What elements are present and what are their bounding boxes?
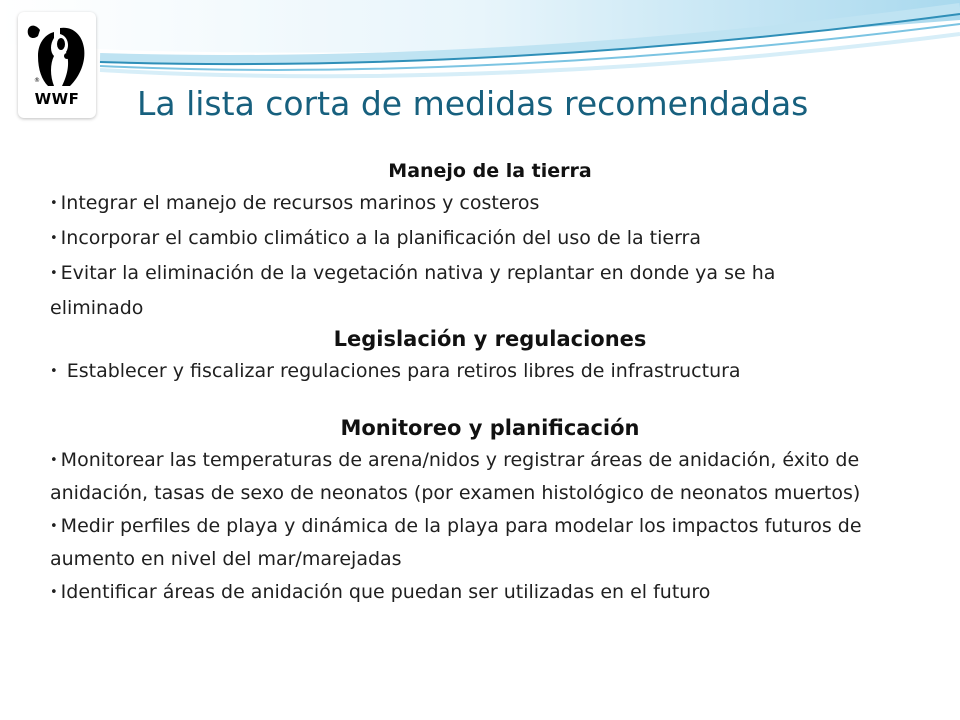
bullet-icon: • <box>50 364 58 379</box>
wwf-logo-text: WWF <box>34 90 80 108</box>
bullet-icon: • <box>50 266 58 281</box>
page-title: La lista corta de medidas recomendadas <box>137 84 809 123</box>
panda-icon <box>24 18 90 88</box>
bullet-icon: • <box>50 196 58 211</box>
list-item: • Evitar la eliminación de la vegetación nativa y replantar en donde ya se ha eliminado <box>50 262 776 319</box>
bullet-icon: • <box>50 231 58 246</box>
bullet-icon: • <box>50 453 58 468</box>
svg-text:®: ® <box>34 77 40 84</box>
wwf-logo <box>18 12 96 118</box>
list-item: • Monitorear las temperaturas de arena/nidos y registrar áreas de anidación, éxito de anidación, tasas de sexo de neonatos (por examen histológico de neonatos muertos) <box>50 449 861 504</box>
list-item: • Establecer y fiscalizar regulaciones para retiros libres de infrastructura <box>50 360 741 382</box>
spacer <box>50 388 930 414</box>
section-heading-land-management: Manejo de la tierra <box>388 160 592 182</box>
slide-content <box>50 160 930 609</box>
section-heading-monitoring: Monitoreo y planificación <box>340 416 640 440</box>
section-heading-legislation: Legislación y regulaciones <box>333 327 647 351</box>
list-item: • Identificar áreas de anidación que puedan ser utilizadas en el futuro <box>50 581 711 603</box>
list-item: • Incorporar el cambio climático a la planificación del uso de la tierra <box>50 227 702 249</box>
bullet-icon: • <box>50 519 58 534</box>
list-item: • Medir perfiles de playa y dinámica de la playa para modelar los impactos futuros de aumento en nivel del mar/marejadas <box>50 515 862 570</box>
list-item: • Integrar el manejo de recursos marinos y costeros <box>50 192 540 214</box>
bullet-icon: • <box>50 585 58 600</box>
